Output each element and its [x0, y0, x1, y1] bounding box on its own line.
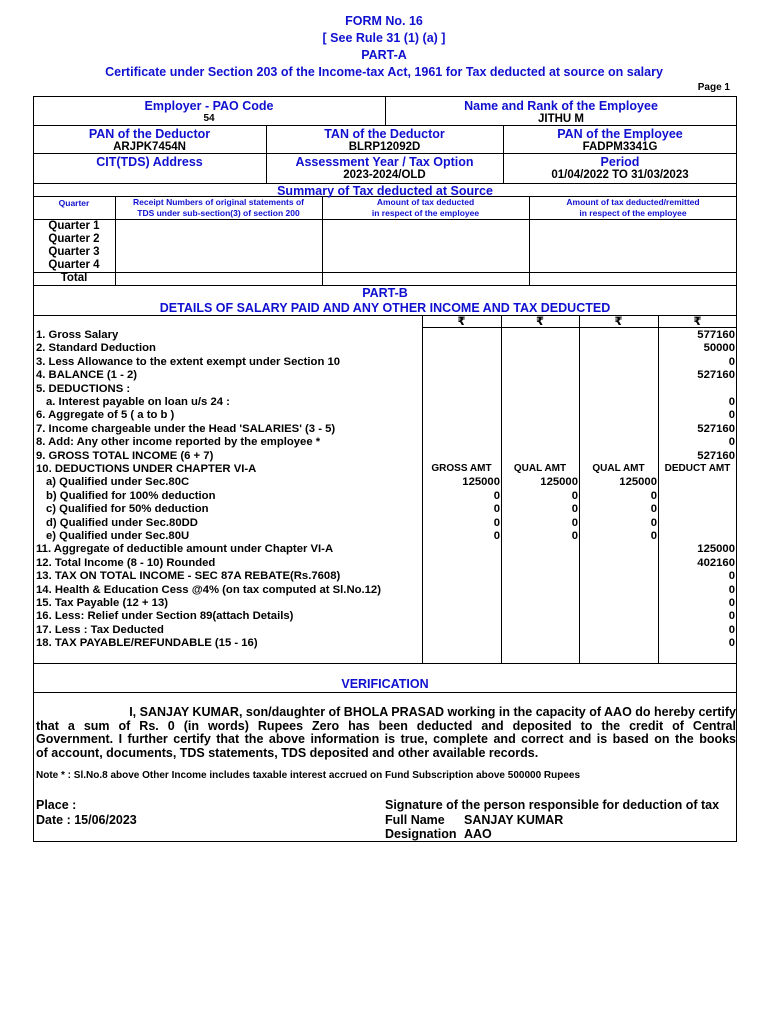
part-a-heading: PART-A	[361, 48, 407, 62]
pan-employee-label: PAN of the Employee	[557, 127, 683, 141]
col-remitted-header-2: in respect of the employee	[579, 208, 687, 218]
row-standard-deduction: 2. Standard Deduction	[36, 342, 156, 355]
row-interest-loan: a. Interest payable on loan u/s 24 :	[46, 396, 230, 408]
tan-deductor-label: TAN of the Deductor	[324, 127, 445, 141]
row-less-allowance-value: 0	[728, 355, 735, 368]
row-80dd-qual2: 0	[650, 516, 657, 529]
row-80c-qual2: 125000	[619, 476, 657, 489]
rupee-symbol-2: ₹	[535, 316, 544, 328]
verification-heading: VERIFICATION	[341, 677, 429, 691]
cit-address-label: CIT(TDS) Address	[96, 155, 203, 169]
row-80u-gross: 0	[493, 530, 500, 542]
quarter-2: Quarter 2	[48, 233, 100, 245]
summary-title: Summary of Tax deducted at Source	[277, 184, 493, 198]
verification-line-4: of account, documents, TDS statements, TDS deposited and other available records.	[36, 745, 539, 760]
row-80c-qual1: 125000	[540, 476, 578, 489]
row-gross-salary: 1. Gross Salary	[36, 329, 119, 341]
row-100-qual1: 0	[571, 489, 578, 502]
col-deduct-amt: DEDUCT AMT	[664, 463, 731, 474]
row-tax-deducted: 17. Less : Tax Deducted	[36, 623, 164, 636]
row-100-qual2: 0	[650, 489, 657, 502]
row-interest-loan-value: 0	[728, 396, 735, 408]
row-100-gross: 0	[493, 489, 500, 502]
row-gross-total-income-value: 527160	[697, 449, 735, 462]
quarter-3: Quarter 3	[48, 246, 100, 258]
row-tax-deducted-value: 0	[728, 623, 735, 636]
row-aggregate-5: 6. Aggregate of 5 ( a to b )	[36, 409, 175, 422]
row-80u-qual2: 0	[650, 530, 657, 542]
row-tax-payable: 15. Tax Payable (12 + 13)	[36, 597, 168, 609]
row-less-allowance: 3. Less Allowance to the extent exempt under Section 10	[36, 355, 341, 368]
row-tax-payable-value: 0	[728, 597, 735, 609]
assessment-year-label: Assessment Year / Tax Option	[295, 155, 474, 169]
row-80c: a) Qualified under Sec.80C	[46, 476, 190, 489]
period-label: Period	[600, 155, 640, 169]
row-80c-gross: 125000	[462, 476, 500, 489]
pan-employee-value: FADPM3341G	[582, 141, 658, 153]
row-income-salaries: 7. Income chargeable under the Head 'SALARIES' (3 - 5)	[36, 422, 336, 435]
row-80dd: d) Qualified under Sec.80DD	[46, 516, 198, 529]
form-number: FORM No. 16	[345, 14, 423, 28]
employee-name-label: Name and Rank of the Employee	[464, 99, 658, 113]
verification-line-1: I, SANJAY KUMAR, son/daughter of BHOLA PRASAD working in the capacity of AAO do hereby certify	[129, 705, 736, 719]
row-tax-on-income: 13. TAX ON TOTAL INCOME - SEC 87A REBATE(Rs.7608)	[36, 570, 341, 583]
col-qual-amt-1: QUAL AMT	[513, 463, 567, 474]
row-50-gross: 0	[493, 503, 500, 516]
full-name-value: SANJAY KUMAR	[464, 813, 564, 827]
row-80u-qual1: 0	[571, 530, 578, 542]
row-total-income-value: 402160	[697, 556, 735, 569]
row-tax-refundable-value: 0	[728, 637, 735, 650]
part-b-heading: PART-B	[362, 286, 408, 300]
verification-line-3: Government. I further certify that the above information is true, complete and correct and is based on the books	[36, 732, 736, 747]
signature-label: Signature of the person responsible for deduction of tax	[385, 798, 720, 812]
row-income-salaries-value: 527160	[697, 422, 735, 435]
row-gross-salary-value: 577160	[697, 329, 735, 341]
col-quarter-header: Quarter	[58, 198, 90, 208]
quarter-total: Total	[60, 272, 88, 284]
rupee-symbol-4: ₹	[693, 316, 702, 328]
quarter-1: Quarter 1	[48, 220, 100, 232]
row-relief-89-value: 0	[728, 610, 735, 623]
col-amount-header-1: Amount of tax deducted	[376, 197, 475, 207]
col-amount-header-2: in respect of the employee	[371, 208, 480, 218]
designation-value: AAO	[464, 827, 492, 841]
row-tax-on-income-value: 0	[728, 570, 735, 583]
employer-pao-label: Employer - PAO Code	[144, 99, 274, 113]
row-total-income: 12. Total Income (8 - 10) Rounded	[36, 556, 216, 569]
row-50-deduction: c) Qualified for 50% deduction	[46, 503, 209, 516]
part-b-subtitle: DETAILS OF SALARY PAID AND ANY OTHER INCOME AND TAX DEDUCTED	[159, 301, 611, 315]
row-80u: e) Qualified under Sec.80U	[46, 530, 190, 542]
certificate-title: Certificate under Section 203 of the Income-tax Act, 1961 for Tax deducted at source on salary	[105, 65, 663, 79]
employer-pao-value: 54	[203, 113, 215, 124]
note-text: Note * : Sl.No.8 above Other Income includes taxable interest accrued on Fund Subscription above 500000 Rupees	[36, 770, 581, 781]
row-other-income: 8. Add: Any other income reported by the employee *	[36, 436, 321, 449]
row-aggregate-via: 11. Aggregate of deductible amount under Chapter VI-A	[36, 543, 334, 556]
col-remitted-header-1: Amount of tax deducted/remitted	[566, 197, 700, 207]
rule-reference: [ See Rule 31 (1) (a) ]	[322, 31, 446, 45]
row-50-qual1: 0	[571, 503, 578, 516]
col-qual-amt-2: QUAL AMT	[592, 463, 645, 474]
col-gross-amt: GROSS AMT	[431, 463, 492, 474]
row-50-qual2: 0	[650, 503, 657, 516]
row-balance: 4. BALANCE (1 - 2)	[36, 369, 138, 382]
row-aggregate-via-value: 125000	[697, 543, 735, 556]
row-cess: 14. Health & Education Cess @4% (on tax computed at Sl.No.12)	[36, 583, 381, 596]
page-number: Page 1	[697, 82, 730, 93]
tan-deductor-value: BLRP12092D	[348, 141, 421, 153]
row-balance-value: 527160	[697, 369, 735, 382]
row-relief-89: 16. Less: Relief under Section 89(attach Details)	[36, 610, 294, 623]
row-80dd-qual1: 0	[571, 516, 578, 529]
row-standard-deduction-value: 50000	[703, 342, 735, 355]
verification-line-2: that a sum of Rs. 0 (in words) Rupees Zero has been deducted and deposited to the credit of Central	[36, 718, 736, 733]
quarter-4: Quarter 4	[48, 259, 100, 271]
date-label: Date : 15/06/2023	[36, 813, 137, 827]
row-chapter-via: 10. DEDUCTIONS UNDER CHAPTER VI-A	[36, 463, 257, 475]
col-receipt-header-2: TDS under sub-section(3) of section 200	[137, 208, 300, 218]
row-other-income-value: 0	[728, 436, 735, 449]
employee-name-value: JITHU M	[538, 113, 584, 125]
rupee-symbol-3: ₹	[614, 316, 623, 328]
row-gross-total-income: 9. GROSS TOTAL INCOME (6 + 7)	[36, 449, 214, 462]
pan-deductor-label: PAN of the Deductor	[88, 127, 211, 141]
period-value: 01/04/2022 TO 31/03/2023	[551, 169, 689, 181]
designation-label: Designation	[385, 827, 457, 841]
col-receipt-header-1: Receipt Numbers of original statements of	[133, 197, 304, 207]
row-aggregate-5-value: 0	[728, 409, 735, 422]
row-cess-value: 0	[728, 583, 735, 596]
row-deductions: 5. DEDUCTIONS :	[36, 382, 131, 395]
row-tax-refundable: 18. TAX PAYABLE/REFUNDABLE (15 - 16)	[36, 637, 258, 650]
row-80dd-gross: 0	[493, 516, 500, 529]
rupee-symbol-1: ₹	[457, 316, 466, 328]
assessment-year-value: 2023-2024/OLD	[343, 169, 426, 181]
row-100-deduction: b) Qualified for 100% deduction	[46, 489, 216, 502]
place-label: Place :	[36, 798, 77, 812]
pan-deductor-value: ARJPK7454N	[113, 141, 186, 153]
full-name-label: Full Name	[385, 813, 445, 827]
